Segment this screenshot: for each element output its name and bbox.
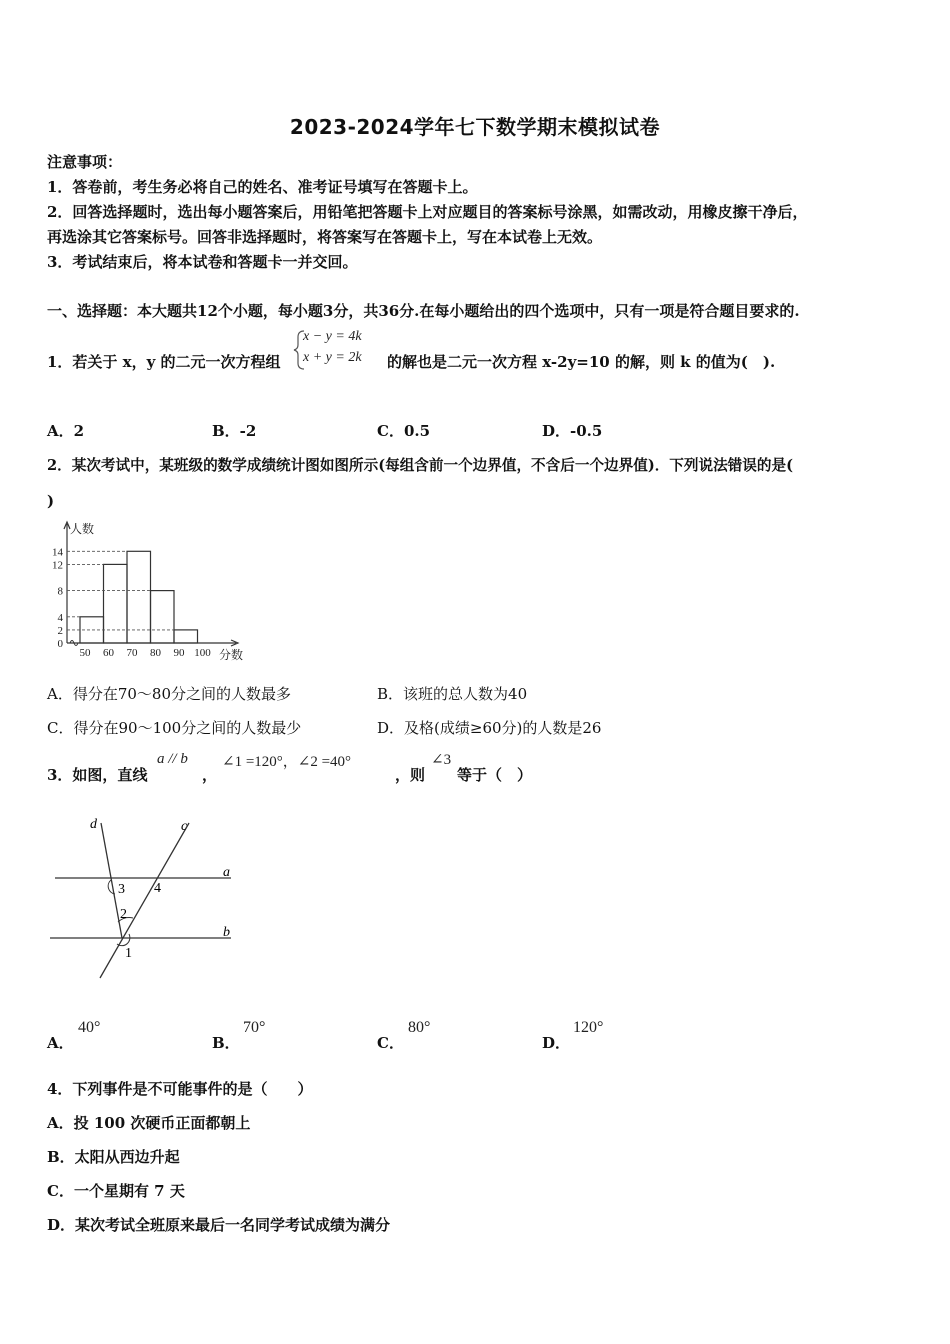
q4-stem: 4．下列事件是不可能事件的是（ ） xyxy=(47,1080,313,1098)
histogram-bar xyxy=(127,551,151,643)
y-tick-label: 12 xyxy=(52,559,63,572)
q3-option-a-letter: A． xyxy=(47,1034,74,1052)
q1-suffix: 的解也是二元一次方程 x-2y=10 的解，则 k 的值为( ). xyxy=(387,353,776,371)
parallel-lines-figure xyxy=(45,808,245,983)
notice-item: 3．考试结束后，将本试卷和答题卡一并交回。 xyxy=(47,253,358,271)
x-tick-label: 90 xyxy=(173,647,185,659)
notice-item: 2．回答选择题时，选出每小题答案后，用铅笔把答题卡上对应题目的答案标号涂黑，如需改动，用橡皮擦干净后， xyxy=(47,203,808,221)
label-d: d xyxy=(90,817,97,832)
y-tick-label: 8 xyxy=(57,585,63,598)
label-3: 3 xyxy=(118,882,125,897)
label-2: 2 xyxy=(120,907,127,922)
q3-condition-angles: ∠1 =120°，∠2 =40° xyxy=(222,754,352,770)
x-tick-label: 100 xyxy=(194,647,211,659)
q3-option-b-value: 70° xyxy=(243,1019,266,1036)
q3-target-angle: ∠3 xyxy=(431,752,452,768)
q2-option-d: D．及格(成绩≥60分)的人数是26 xyxy=(377,719,602,737)
q3-suffix: 等于（ ） xyxy=(457,766,533,784)
q1-option-d: D．-0.5 xyxy=(542,422,603,440)
y-tick-label: 4 xyxy=(57,611,63,624)
q2-option-a: A．得分在70～80分之间的人数最多 xyxy=(47,685,292,703)
q1-prefix: 1．若关于 x，y 的二元一次方程组 xyxy=(47,353,281,371)
score-histogram xyxy=(40,518,255,666)
notice-item: 1．答卷前，考生务必将自己的姓名、准考证号填写在答题卡上。 xyxy=(47,178,478,196)
q3-option-b-letter: B． xyxy=(212,1034,240,1052)
x-tick-label: 60 xyxy=(103,647,114,659)
q3-option-d-value: 120° xyxy=(573,1019,604,1036)
q3-option-c-letter: C． xyxy=(377,1034,404,1052)
q2-option-b: B．该班的总人数为40 xyxy=(377,685,528,703)
x-tick-label: 70 xyxy=(126,647,138,659)
q3-option-c-value: 80° xyxy=(408,1019,431,1036)
x-axis-label: 分数 xyxy=(219,648,244,662)
q1-equation-1: x − y = 4k xyxy=(303,329,362,344)
histogram-bar xyxy=(151,591,175,643)
label-4: 4 xyxy=(154,881,161,896)
q4-option-b: B．太阳从西边升起 xyxy=(47,1148,180,1166)
q3-option-a-value: 40° xyxy=(78,1019,101,1036)
q4-option-a: A．投 100 次硬币正面都朝上 xyxy=(47,1114,251,1132)
histogram-bar xyxy=(104,564,128,643)
page-title: 2023-2024学年七下数学期末模拟试卷 xyxy=(289,115,661,139)
notice-item: 再选涂其它答案标号。回答非选择题时，将答案写在答题卡上，写在本试卷上无效。 xyxy=(47,228,603,246)
q2-stem: 2．某次考试中，某班级的数学成绩统计图如图所示(每组含前一个边界值，不含后一个边界值)．下列说法错误的是( xyxy=(47,457,793,474)
x-tick-label: 50 xyxy=(79,647,91,659)
q4-option-c: C．一个星期有 7 天 xyxy=(47,1182,185,1200)
y-tick-label: 2 xyxy=(57,624,63,637)
q4-option-d: D．某次考试全班原来最后一名同学考试成绩为满分 xyxy=(47,1216,391,1234)
q2-option-c: C．得分在90～100分之间的人数最少 xyxy=(47,719,302,737)
q3-separator: ， xyxy=(202,766,218,784)
x-tick-label: 80 xyxy=(150,647,161,659)
label-1: 1 xyxy=(125,946,132,961)
line-c xyxy=(100,823,189,978)
q3-mid: ，则 xyxy=(395,766,426,784)
q1-option-a: A．2 xyxy=(47,422,85,440)
y-tick-label: 0 xyxy=(57,638,63,650)
histogram-bar xyxy=(174,630,198,643)
notice-heading: 注意事项： xyxy=(47,153,123,171)
label-c: c xyxy=(181,819,188,834)
q1-equation-2: x + y = 2k xyxy=(303,350,362,365)
q3-option-d-letter: D． xyxy=(542,1034,571,1052)
y-tick-label: 14 xyxy=(52,546,63,559)
label-a: a xyxy=(223,865,230,880)
section-heading: 一、选择题：本大题共12个小题，每小题3分，共36分.在每小题给出的四个选项中，只有一项是符合题目要求的. xyxy=(47,302,800,320)
q2-stem-end: ) xyxy=(47,492,55,510)
y-axis-label: 人数 xyxy=(70,522,95,536)
q1-option-c: C．0.5 xyxy=(377,422,431,440)
q1-option-b: B．-2 xyxy=(212,422,257,440)
q3-condition-parallel: a // b xyxy=(157,751,188,767)
q3-prefix: 3．如图，直线 xyxy=(47,766,148,784)
label-b: b xyxy=(223,925,230,940)
